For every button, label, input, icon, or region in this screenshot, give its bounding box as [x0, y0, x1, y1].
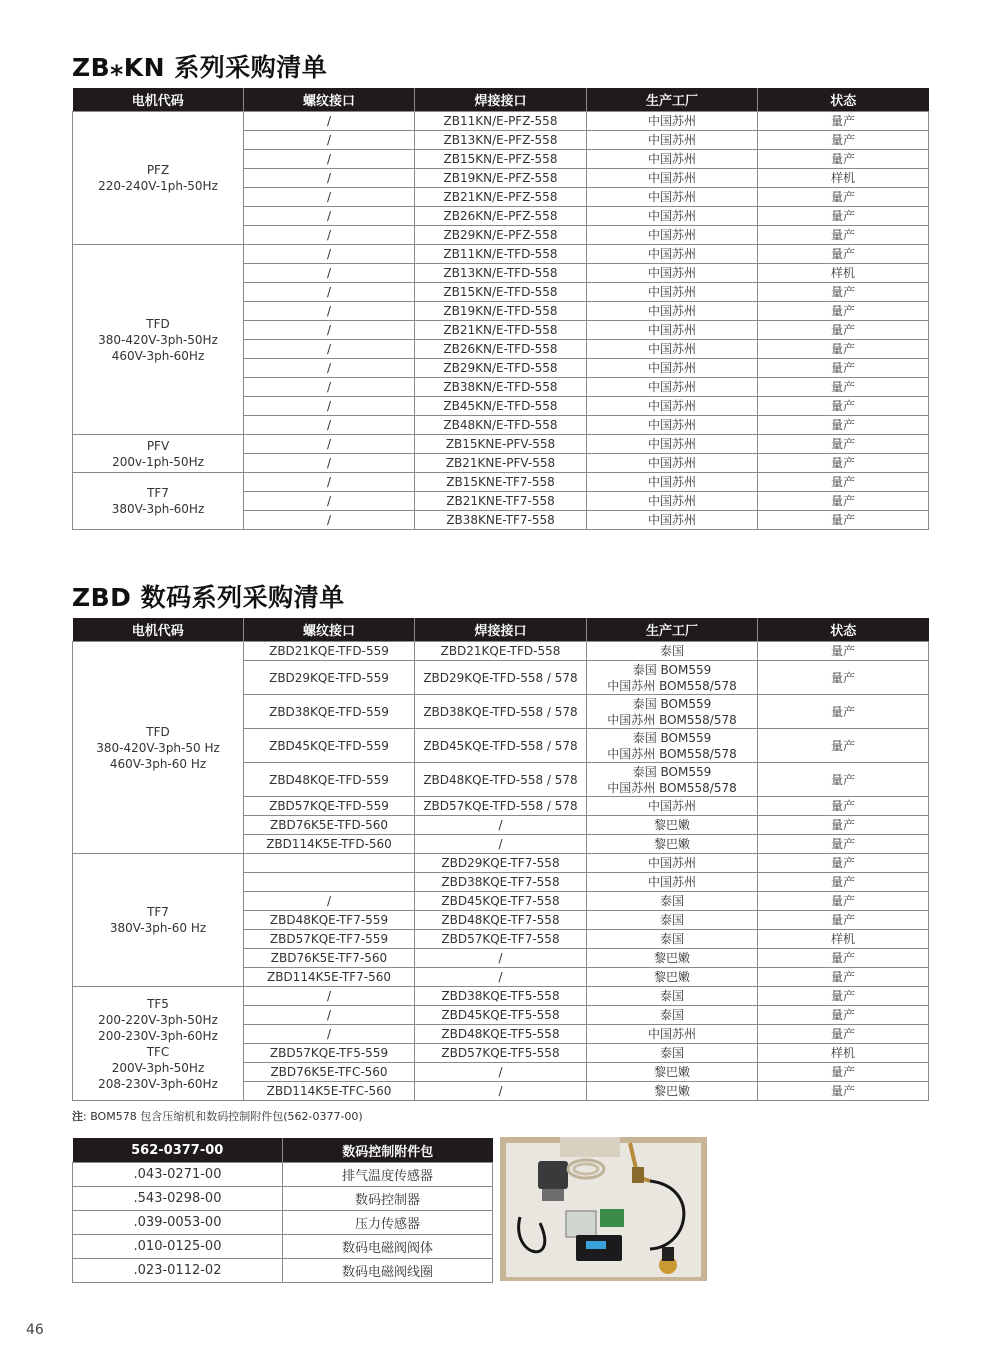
part-name-cell: 数码电磁阀线圈	[283, 1259, 493, 1283]
thread-connection-cell: ZBD76K5E-TF7-560	[244, 949, 415, 968]
accessory-kit-photo	[500, 1137, 707, 1281]
thread-connection-cell: /	[244, 511, 415, 530]
motor-code-line: 200-230V-3ph-60Hz	[98, 1028, 218, 1043]
weld-connection-cell: ZBD48KQE-TFD-558 / 578	[415, 763, 587, 797]
factory-cell: 中国苏州	[587, 340, 758, 359]
status-cell: 量产	[758, 321, 929, 340]
status-cell: 量产	[758, 763, 929, 797]
factory-cell	[587, 695, 758, 729]
weld-connection-cell: ZBD29KQE-TF7-558	[415, 854, 587, 873]
status-cell: 量产	[758, 1006, 929, 1025]
weld-connection-cell: ZBD45KQE-TF5-558	[415, 1006, 587, 1025]
section1-title: ZB⁎KN 系列采购清单	[72, 53, 328, 82]
section2-title: ZBD 数码系列采购清单	[72, 583, 345, 612]
status-cell: 样机	[758, 264, 929, 283]
part-name-cell: 数码控制器	[283, 1187, 493, 1211]
page-number: 46	[26, 1322, 44, 1338]
motor-code-cell	[73, 245, 244, 435]
thread-connection-cell: ZBD114K5E-TF7-560	[244, 968, 415, 987]
weld-connection-cell: ZB45KN/E-TFD-558	[415, 397, 587, 416]
factory-line: 泰国 BOM559	[632, 696, 712, 711]
motor-code-line: 200v-1ph-50Hz	[112, 454, 204, 469]
factory-cell	[587, 816, 758, 835]
factory-cell	[587, 1006, 758, 1025]
thread-connection-cell: ZBD45KQE-TFD-559	[244, 729, 415, 763]
status-cell: 样机	[758, 930, 929, 949]
thread-connection-cell: /	[244, 340, 415, 359]
weld-connection-cell: ZBD45KQE-TF7-558	[415, 892, 587, 911]
weld-connection-cell: ZB26KN/E-PFZ-558	[415, 207, 587, 226]
motor-code-line: TFD	[146, 724, 170, 739]
accessory-kit-code: 562-0377-00	[73, 1138, 283, 1163]
weld-connection-cell: ZB21KNE-PFV-558	[415, 454, 587, 473]
factory-line: 中国苏州 BOM558/578	[607, 780, 737, 795]
factory-cell: 中国苏州	[587, 283, 758, 302]
factory-cell: 中国苏州	[587, 435, 758, 454]
motor-code-line: 200-220V-3ph-50Hz	[98, 1012, 218, 1027]
part-name-cell: 数码电磁阀阀体	[283, 1235, 493, 1259]
factory-cell: 中国苏州	[587, 454, 758, 473]
thread-connection-cell: /	[244, 473, 415, 492]
factory-cell: 中国苏州	[587, 169, 758, 188]
thread-connection-cell: ZBD57KQE-TFD-559	[244, 797, 415, 816]
factory-cell	[587, 661, 758, 695]
factory-line: 黎巴嫩	[653, 1065, 690, 1079]
status-cell: 量产	[758, 695, 929, 729]
column-header: 状态	[758, 88, 929, 112]
weld-connection-cell: /	[415, 949, 587, 968]
thread-connection-cell	[244, 873, 415, 892]
part-number-cell: .010-0125-00	[73, 1235, 283, 1259]
motor-code-line: PFV	[146, 438, 170, 453]
factory-cell	[587, 968, 758, 987]
motor-code-line: 460V-3ph-60 Hz	[109, 756, 207, 771]
column-header: 生产工厂	[587, 618, 758, 642]
motor-code-line: TFD	[146, 316, 170, 331]
motor-code-line: 380-420V-3ph-50 Hz	[96, 740, 220, 755]
factory-line: 黎巴嫩	[653, 1084, 690, 1098]
weld-connection-cell: ZBD57KQE-TFD-558 / 578	[415, 797, 587, 816]
accessory-kit-table	[72, 1138, 493, 1283]
table-row	[73, 112, 929, 131]
thread-connection-cell: ZBD57KQE-TF7-559	[244, 930, 415, 949]
thread-connection-cell: /	[244, 131, 415, 150]
status-cell: 量产	[758, 873, 929, 892]
thread-connection-cell: ZBD38KQE-TFD-559	[244, 695, 415, 729]
motor-code-cell	[73, 473, 244, 530]
thread-connection-cell: /	[244, 112, 415, 131]
motor-code-line: 200V-3ph-50Hz	[111, 1060, 205, 1075]
factory-cell: 中国苏州	[587, 245, 758, 264]
status-cell: 量产	[758, 340, 929, 359]
factory-line: 泰国	[659, 932, 684, 946]
weld-connection-cell: /	[415, 835, 587, 854]
accessory-kit-name: 数码控制附件包	[283, 1138, 493, 1163]
column-header: 电机代码	[73, 618, 244, 642]
thread-connection-cell: /	[244, 892, 415, 911]
factory-cell	[587, 930, 758, 949]
status-cell: 量产	[758, 729, 929, 763]
status-cell: 样机	[758, 1044, 929, 1063]
motor-code-line: TF7	[147, 905, 169, 919]
part-number-cell: .039-0053-00	[73, 1211, 283, 1235]
thread-connection-cell	[244, 854, 415, 873]
motor-code-cell	[73, 435, 244, 473]
thread-connection-cell: ZBD21KQE-TFD-559	[244, 642, 415, 661]
factory-line: 中国苏州	[647, 875, 696, 889]
factory-cell: 中国苏州	[587, 492, 758, 511]
weld-connection-cell: ZB15KN/E-TFD-558	[415, 283, 587, 302]
weld-connection-cell: /	[415, 1082, 587, 1101]
table-row	[73, 1187, 493, 1211]
thread-connection-cell: ZBD57KQE-TF5-559	[244, 1044, 415, 1063]
factory-cell	[587, 797, 758, 816]
status-cell: 量产	[758, 112, 929, 131]
thread-connection-cell: /	[244, 188, 415, 207]
weld-connection-cell: ZB13KN/E-TFD-558	[415, 264, 587, 283]
motor-code-line: 380-420V-3ph-50Hz	[98, 332, 218, 347]
column-header: 螺纹接口	[244, 618, 415, 642]
footnote-label: 注	[72, 1110, 83, 1123]
thread-connection-cell: /	[244, 397, 415, 416]
status-cell: 量产	[758, 416, 929, 435]
factory-cell: 中国苏州	[587, 416, 758, 435]
factory-cell: 中国苏州	[587, 397, 758, 416]
weld-connection-cell: ZB15KNE-TF7-558	[415, 473, 587, 492]
status-cell: 量产	[758, 987, 929, 1006]
factory-cell: 中国苏州	[587, 131, 758, 150]
status-cell: 量产	[758, 1063, 929, 1082]
column-header: 螺纹接口	[244, 88, 415, 112]
table-row	[73, 987, 929, 1006]
thread-connection-cell: /	[244, 1006, 415, 1025]
status-cell: 量产	[758, 1025, 929, 1044]
weld-connection-cell: ZB11KN/E-TFD-558	[415, 245, 587, 264]
status-cell: 量产	[758, 892, 929, 911]
thread-connection-cell: /	[244, 226, 415, 245]
weld-connection-cell: ZB21KN/E-TFD-558	[415, 321, 587, 340]
weld-connection-cell: ZB21KN/E-PFZ-558	[415, 188, 587, 207]
factory-line: 中国苏州	[647, 799, 696, 813]
part-number-cell: .023-0112-02	[73, 1259, 283, 1283]
status-cell: 量产	[758, 378, 929, 397]
table-row	[73, 854, 929, 873]
table-row	[73, 245, 929, 264]
factory-cell	[587, 911, 758, 930]
factory-line: 泰国	[659, 644, 684, 658]
status-cell: 量产	[758, 835, 929, 854]
factory-cell: 中国苏州	[587, 321, 758, 340]
motor-code-cell	[73, 854, 244, 987]
thread-connection-cell: ZBD114K5E-TFD-560	[244, 835, 415, 854]
thread-connection-cell: /	[244, 987, 415, 1006]
status-cell: 量产	[758, 226, 929, 245]
thread-connection-cell: /	[244, 245, 415, 264]
factory-cell: 中国苏州	[587, 302, 758, 321]
accessory-kit-photo-illustration	[500, 1137, 707, 1281]
status-cell: 量产	[758, 359, 929, 378]
motor-code-cell	[73, 642, 244, 854]
status-cell: 量产	[758, 397, 929, 416]
factory-cell	[587, 949, 758, 968]
motor-code-line: TF7	[147, 486, 169, 500]
thread-connection-cell: ZBD29KQE-TFD-559	[244, 661, 415, 695]
factory-line: 泰国 BOM559	[632, 662, 712, 677]
table-row	[73, 1211, 493, 1235]
factory-line: 泰国	[659, 989, 684, 1003]
factory-cell	[587, 642, 758, 661]
factory-line: 泰国 BOM559	[632, 764, 712, 779]
weld-connection-cell: ZB19KN/E-PFZ-558	[415, 169, 587, 188]
weld-connection-cell: ZB19KN/E-TFD-558	[415, 302, 587, 321]
factory-line: 中国苏州	[647, 1027, 696, 1041]
weld-connection-cell: ZB38KNE-TF7-558	[415, 511, 587, 530]
weld-connection-cell: ZB48KN/E-TFD-558	[415, 416, 587, 435]
motor-code-line: 460V-3ph-60Hz	[111, 348, 205, 363]
weld-connection-cell: ZB29KN/E-PFZ-558	[415, 226, 587, 245]
status-cell: 量产	[758, 473, 929, 492]
factory-cell: 中国苏州	[587, 112, 758, 131]
status-cell: 量产	[758, 188, 929, 207]
weld-connection-cell: /	[415, 1063, 587, 1082]
thread-connection-cell: ZBD76K5E-TFC-560	[244, 1063, 415, 1082]
weld-connection-cell: ZBD38KQE-TFD-558 / 578	[415, 695, 587, 729]
table-row	[73, 642, 929, 661]
thread-connection-cell: /	[244, 1025, 415, 1044]
weld-connection-cell: ZB11KN/E-PFZ-558	[415, 112, 587, 131]
status-cell: 量产	[758, 854, 929, 873]
thread-connection-cell: /	[244, 264, 415, 283]
factory-line: 泰国	[659, 913, 684, 927]
column-header: 电机代码	[73, 88, 244, 112]
thread-connection-cell: /	[244, 150, 415, 169]
footnote-text: : BOM578 包含压缩机和数码控制附件包(562-0377-00)	[83, 1110, 363, 1123]
weld-connection-cell: ZB38KN/E-TFD-558	[415, 378, 587, 397]
factory-cell: 中国苏州	[587, 473, 758, 492]
weld-connection-cell: ZBD57KQE-TF7-558	[415, 930, 587, 949]
part-number-cell: .543-0298-00	[73, 1187, 283, 1211]
thread-connection-cell: /	[244, 302, 415, 321]
factory-line: 黎巴嫩	[653, 970, 690, 984]
factory-line: 黎巴嫩	[653, 951, 690, 965]
part-name-cell: 排气温度传感器	[283, 1163, 493, 1187]
weld-connection-cell: ZB26KN/E-TFD-558	[415, 340, 587, 359]
part-name-cell: 压力传感器	[283, 1211, 493, 1235]
thread-connection-cell: /	[244, 416, 415, 435]
table-row	[73, 473, 929, 492]
weld-connection-cell: ZBD29KQE-TFD-558 / 578	[415, 661, 587, 695]
status-cell: 样机	[758, 169, 929, 188]
weld-connection-cell: ZB15KN/E-PFZ-558	[415, 150, 587, 169]
thread-connection-cell: /	[244, 454, 415, 473]
status-cell: 量产	[758, 642, 929, 661]
weld-connection-cell: /	[415, 968, 587, 987]
column-header: 状态	[758, 618, 929, 642]
part-number-cell: .043-0271-00	[73, 1163, 283, 1187]
status-cell: 量产	[758, 911, 929, 930]
thread-connection-cell: /	[244, 435, 415, 454]
thread-connection-cell: /	[244, 492, 415, 511]
weld-connection-cell: ZB29KN/E-TFD-558	[415, 359, 587, 378]
factory-cell: 中国苏州	[587, 511, 758, 530]
factory-line: 黎巴嫩	[653, 837, 690, 851]
weld-connection-cell: ZBD48KQE-TF5-558	[415, 1025, 587, 1044]
status-cell: 量产	[758, 435, 929, 454]
factory-line: 中国苏州	[647, 856, 696, 870]
motor-code-cell	[73, 987, 244, 1101]
thread-connection-cell: ZBD48KQE-TF7-559	[244, 911, 415, 930]
factory-cell	[587, 763, 758, 797]
status-cell: 量产	[758, 131, 929, 150]
factory-line: 中国苏州 BOM558/578	[607, 678, 737, 693]
factory-line: 中国苏州 BOM558/578	[607, 712, 737, 727]
motor-code-cell	[73, 112, 244, 245]
motor-code-line: PFZ	[146, 163, 170, 177]
factory-cell: 中国苏州	[587, 359, 758, 378]
status-cell: 量产	[758, 968, 929, 987]
factory-cell	[587, 892, 758, 911]
factory-cell	[587, 1063, 758, 1082]
factory-cell	[587, 1025, 758, 1044]
column-header: 焊接接口	[415, 618, 587, 642]
table-row	[73, 1235, 493, 1259]
thread-connection-cell: ZBD76K5E-TFD-560	[244, 816, 415, 835]
factory-cell	[587, 1044, 758, 1063]
factory-cell	[587, 873, 758, 892]
status-cell: 量产	[758, 949, 929, 968]
column-header: 生产工厂	[587, 88, 758, 112]
status-cell: 量产	[758, 797, 929, 816]
factory-cell: 中国苏州	[587, 207, 758, 226]
weld-connection-cell: ZBD57KQE-TF5-558	[415, 1044, 587, 1063]
motor-code-line: 220-240V-1ph-50Hz	[98, 179, 218, 193]
weld-connection-cell: /	[415, 816, 587, 835]
factory-cell: 中国苏州	[587, 378, 758, 397]
thread-connection-cell: /	[244, 283, 415, 302]
weld-connection-cell: ZBD38KQE-TF5-558	[415, 987, 587, 1006]
thread-connection-cell: /	[244, 169, 415, 188]
footnote	[72, 1108, 363, 1124]
status-cell: 量产	[758, 302, 929, 321]
factory-cell	[587, 1082, 758, 1101]
factory-cell	[587, 835, 758, 854]
zbd-purchase-table	[72, 618, 929, 1101]
status-cell: 量产	[758, 661, 929, 695]
table-row	[73, 1163, 493, 1187]
factory-cell: 中国苏州	[587, 226, 758, 245]
table-row	[73, 435, 929, 454]
weld-connection-cell: ZB21KNE-TF7-558	[415, 492, 587, 511]
weld-connection-cell: ZBD45KQE-TFD-558 / 578	[415, 729, 587, 763]
status-cell: 量产	[758, 511, 929, 530]
status-cell: 量产	[758, 150, 929, 169]
weld-connection-cell: ZBD38KQE-TF7-558	[415, 873, 587, 892]
status-cell: 量产	[758, 1082, 929, 1101]
thread-connection-cell: /	[244, 207, 415, 226]
thread-connection-cell: /	[244, 378, 415, 397]
factory-line: 泰国	[659, 1046, 684, 1060]
column-header: 焊接接口	[415, 88, 587, 112]
factory-line: 中国苏州 BOM558/578	[607, 746, 737, 761]
factory-line: 泰国	[659, 1008, 684, 1022]
zbkn-purchase-table	[72, 88, 929, 530]
factory-cell	[587, 854, 758, 873]
motor-code-line: TFC	[146, 1044, 170, 1059]
status-cell: 量产	[758, 283, 929, 302]
factory-cell	[587, 729, 758, 763]
factory-cell: 中国苏州	[587, 264, 758, 283]
motor-code-line: 380V-3ph-60 Hz	[109, 921, 207, 935]
factory-cell: 中国苏州	[587, 188, 758, 207]
table-row	[73, 1259, 493, 1283]
motor-code-line: 208-230V-3ph-60Hz	[98, 1076, 218, 1091]
thread-connection-cell: ZBD48KQE-TFD-559	[244, 763, 415, 797]
factory-line: 泰国 BOM559	[632, 730, 712, 745]
factory-line: 泰国	[659, 894, 684, 908]
status-cell: 量产	[758, 207, 929, 226]
factory-line: 黎巴嫩	[653, 818, 690, 832]
status-cell: 量产	[758, 245, 929, 264]
weld-connection-cell: ZB13KN/E-PFZ-558	[415, 131, 587, 150]
weld-connection-cell: ZBD21KQE-TFD-558	[415, 642, 587, 661]
thread-connection-cell: /	[244, 359, 415, 378]
thread-connection-cell: /	[244, 321, 415, 340]
factory-cell	[587, 987, 758, 1006]
weld-connection-cell: ZB15KNE-PFV-558	[415, 435, 587, 454]
motor-code-line: TF5	[147, 996, 169, 1011]
status-cell: 量产	[758, 454, 929, 473]
motor-code-line: 380V-3ph-60Hz	[111, 502, 205, 516]
weld-connection-cell: ZBD48KQE-TF7-558	[415, 911, 587, 930]
thread-connection-cell: ZBD114K5E-TFC-560	[244, 1082, 415, 1101]
factory-cell: 中国苏州	[587, 150, 758, 169]
status-cell: 量产	[758, 492, 929, 511]
status-cell: 量产	[758, 816, 929, 835]
